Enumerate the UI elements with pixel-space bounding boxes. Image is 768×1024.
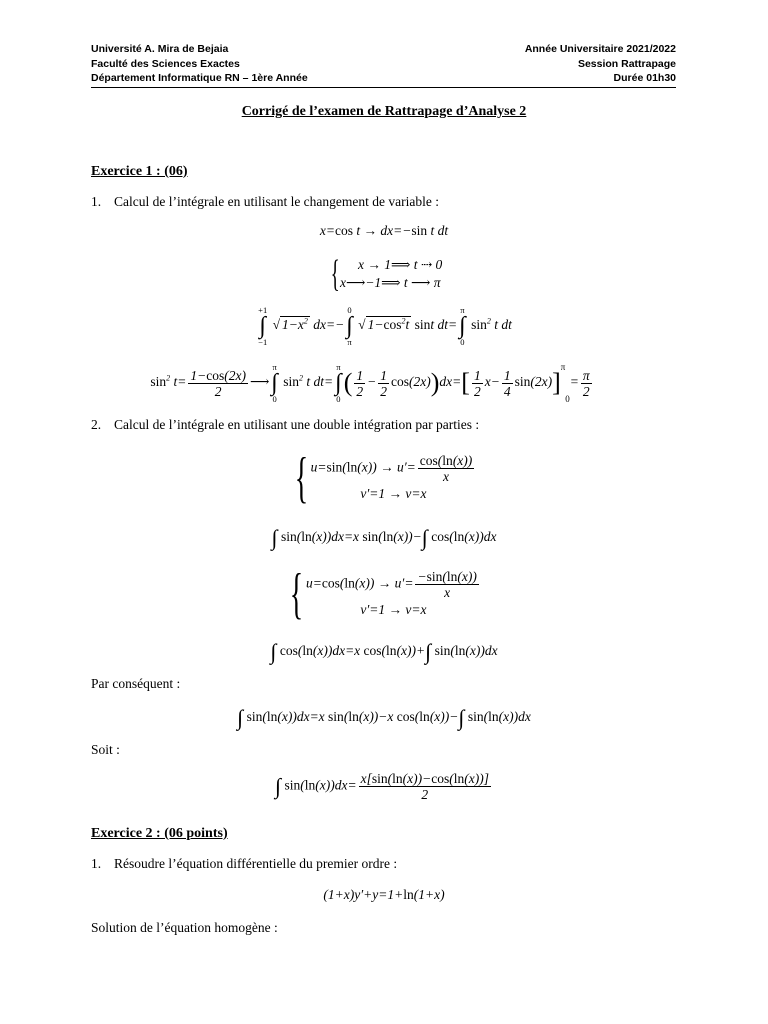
question-text: Calcul de l’intégrale en utilisant une double intégration par parties : bbox=[114, 417, 480, 432]
question-text: Résoudre l’équation différentielle du premier ordre : bbox=[114, 856, 398, 871]
question-number: 2. bbox=[91, 417, 102, 432]
session-name: Session Rattrapage bbox=[577, 57, 676, 70]
homogene-label: Solution de l’équation homogène : bbox=[91, 920, 278, 935]
header-rule bbox=[91, 87, 676, 88]
header-left bbox=[91, 42, 308, 86]
university-name: Université A. Mira de Bejaia bbox=[91, 43, 229, 55]
question-text: Calcul de l’intégrale en utilisant le changement de variable : bbox=[114, 194, 439, 209]
exercise2-heading: Exercice 2 : (06 points) bbox=[91, 826, 228, 841]
equation-result: ∫ sin(ln(x))dx= $\frac{x[\sin(\ln(x))-\cos(\ln(x))]}{2}$ bbox=[275, 771, 489, 802]
equation-integral-transform: +1 ∫ −1 √ $1-x^2$ dx=− 0 ∫ π √ $1-\cos^2t$ sint dt= π ∫ 0 $\sin^2 t$ dt bbox=[258, 305, 512, 347]
equation-bounds-system: { x → 1⟹ t ⇢ 0 x⟶−1⟹ t ⟶ π bbox=[330, 253, 443, 295]
equation-substitution: x=cos t → dx=−sin t dt bbox=[319, 223, 449, 238]
exercise1-question2 bbox=[91, 417, 479, 433]
equation-differential: (1+x)y′+y=1+ln(1+x) bbox=[323, 887, 445, 902]
question-number: 1. bbox=[91, 194, 102, 209]
header-right bbox=[525, 42, 676, 86]
faculty-name: Faculté des Sciences Exactes bbox=[91, 57, 240, 70]
soit-label: Soit : bbox=[91, 742, 120, 757]
exercise2-question1 bbox=[91, 856, 397, 872]
department-name: Département Informatique RN – 1ère Année bbox=[91, 72, 308, 84]
question-number: 1. bbox=[91, 856, 102, 871]
exercise1-question1 bbox=[91, 194, 439, 210]
equation-integral-sin-ln: ∫ sin(ln(x))dx=x sin(ln(x))−∫ cos(ln(x))dx bbox=[271, 525, 497, 550]
equation-sin-squared: $\sin^2 t=$ $\frac{1-\cos(2x)}{2}$ ⟶ π ∫ 0 $\sin^2 t$ dt= π ∫ 0 ( $\frac{1}{2}$ − $\frac{1}{2}$ cos(2x))dx=[ $\frac{1}{2}$ x− $\frac{1}{4}$ sin(2x)]$^\pi$0= $\frac{\pi}{2}$ bbox=[150, 362, 590, 404]
equation-integral-cos-ln: ∫ cos(ln(x))dx=x cos(ln(x))+∫ sin(ln(x))dx bbox=[270, 639, 498, 664]
equation-parts-system-2: { u=cos(ln(x)) → u′= $\frac{-\sin(\ln(x))}{x}$ v′=1 → v=x bbox=[289, 563, 477, 625]
equation-combined: ∫ sin(ln(x))dx=x sin(ln(x))−x cos(ln(x))−∫ sin(ln(x))dx bbox=[237, 705, 531, 730]
document-title: Corrigé de l’examen de Rattrapage d’Analyse 2 bbox=[241, 104, 527, 119]
duration: Durée 01h30 bbox=[613, 72, 676, 84]
academic-year: Année Universitaire 2021/2022 bbox=[524, 43, 676, 55]
equation-parts-system-1: { u=sin(ln(x)) → u′= $\frac{\cos(\ln(x))}{x}$ v′=1 → v=x bbox=[294, 447, 473, 509]
exercise1-heading: Exercice 1 : (06) bbox=[91, 164, 188, 179]
par-consequent-label: Par conséquent : bbox=[91, 676, 181, 691]
